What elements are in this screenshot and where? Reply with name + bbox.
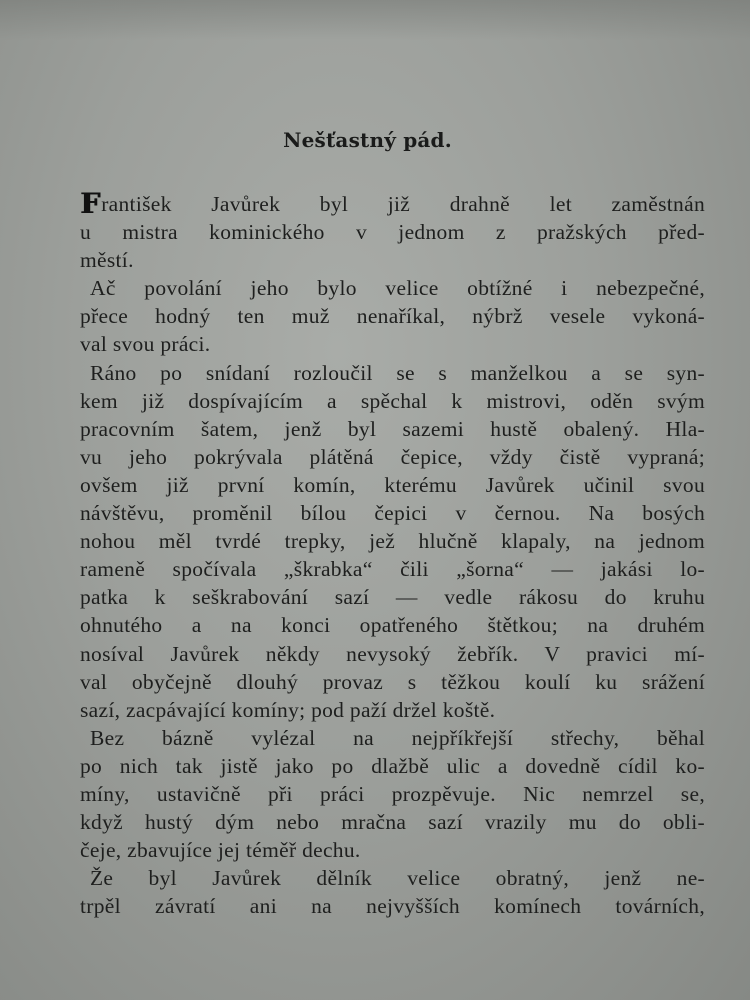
- text-line: [80, 246, 705, 274]
- text-line: [80, 752, 705, 780]
- text-line: [80, 668, 705, 696]
- text-line-content: ovšem již první komín, kterému Javůrek učinil svou: [80, 472, 705, 497]
- text-line-content: rantišek Javůrek byl již drahně let zaměstnán: [101, 192, 705, 216]
- text-line-content: ohnutého a na konci opatřeného štětkou; na druhém: [80, 613, 705, 638]
- text-line-content: když hustý dým nebo mračna sazí vrazily mu do obli-: [80, 810, 705, 835]
- body-text: [80, 187, 705, 920]
- text-line: [80, 387, 705, 415]
- text-line-content: přece hodný ten muž nenaříkal, nýbrž vesele vykoná-: [80, 304, 705, 329]
- text-line: [80, 274, 705, 302]
- text-line: [80, 359, 705, 387]
- text-line: [80, 471, 705, 499]
- text-line-content: Ráno po snídaní rozloučil se s manželkou a se syn-: [90, 360, 705, 385]
- text-line: [80, 330, 705, 358]
- text-line: [80, 836, 705, 864]
- text-line-content: Ač povolání jeho bylo velice obtížné i nebezpečné,: [90, 276, 705, 301]
- chapter-title: Nešťastný pád.: [283, 128, 452, 152]
- page-shadow: [0, 0, 750, 40]
- text-line: [80, 555, 705, 583]
- text-line-content: kem již dospívajícím a spěchal k mistrovi, oděn svým: [80, 388, 705, 413]
- text-line: [80, 780, 705, 808]
- text-line: [80, 724, 705, 752]
- text-line-content: Že byl Javůrek dělník velice obratný, jenž ne-: [90, 866, 705, 891]
- text-line: [80, 415, 705, 443]
- text-line-content: míny, ustavičně při práci prozpěvuje. Nic nemrzel se,: [80, 781, 705, 806]
- text-line-content: Bez bázně vylézal na nejpříkřejší střechy, běhal: [90, 725, 705, 750]
- text-line-content: trpěl závratí ani na nejvyšších komínech továrních,: [80, 894, 705, 919]
- text-line-content: val svou práci.: [80, 332, 211, 357]
- text-line-content: patka k seškrabování sazí — vedle rákosu do kruhu: [80, 585, 705, 610]
- text-line: [80, 218, 705, 246]
- text-line-content: čeje, zbavujíce jej téměř dechu.: [80, 838, 361, 863]
- text-line: [80, 808, 705, 836]
- text-line: [80, 892, 705, 920]
- text-line: [80, 611, 705, 639]
- text-line-content: rameně spočívala „škrabka“ čili „šorna“ — jakási lo-: [80, 557, 705, 582]
- text-line-content: po nich tak jistě jako po dlažbě ulic a dovedně cídil ko-: [80, 753, 705, 778]
- text-line: [80, 187, 705, 220]
- text-line-content: val obyčejně dlouhý provaz s těžkou koulí ku srážení: [80, 669, 705, 694]
- text-line: [80, 864, 705, 892]
- text-line-content: návštěvu, proměnil bílou čepici v černou. Na bosých: [80, 501, 705, 526]
- text-line-content: nosíval Javůrek někdy nevysoký žebřík. V pravici mí-: [80, 641, 705, 666]
- text-line-content: pracovním šatem, jenž byl sazemi hustě obalený. Hla-: [80, 416, 705, 441]
- text-line-content: nohou měl tvrdé trepky, jež hlučně klapaly, na jednom: [80, 529, 705, 554]
- text-line: [80, 499, 705, 527]
- text-line: [80, 302, 705, 330]
- text-line: [80, 640, 705, 668]
- text-line: [80, 443, 705, 471]
- drop-cap: F: [80, 187, 101, 220]
- text-line: [80, 527, 705, 555]
- text-line-content: městí.: [80, 248, 134, 273]
- text-line-content: vu jeho pokrývala plátěná čepice, vždy čistě vypraná;: [80, 444, 705, 469]
- text-line: [80, 583, 705, 611]
- text-line-content: sazí, zacpávající komíny; pod paží držel koště.: [80, 697, 496, 722]
- text-line-content: u mistra kominického v jednom z pražských před-: [80, 220, 705, 245]
- text-line: [80, 696, 705, 724]
